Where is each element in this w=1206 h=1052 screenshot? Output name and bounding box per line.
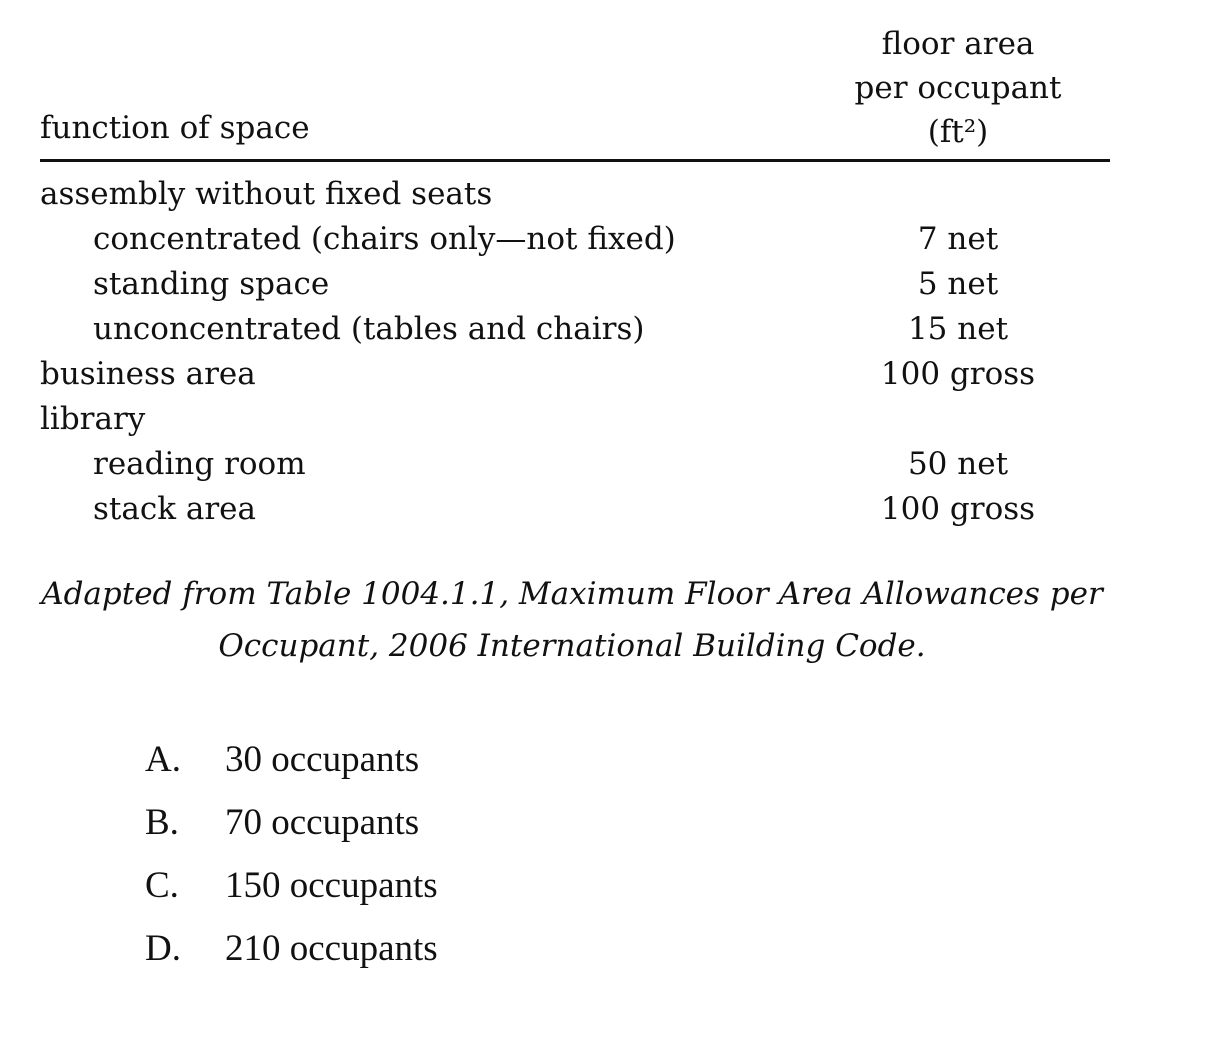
choice-b[interactable] <box>145 801 419 844</box>
header-rule <box>40 159 1110 162</box>
area-header-line-3: (ft²) <box>927 114 989 150</box>
choice-letter: C. <box>145 865 179 906</box>
table-caption <box>0 568 1144 672</box>
row-label: business area <box>40 356 256 392</box>
choice-letter: A. <box>145 739 181 780</box>
row-label: unconcentrated (tables and chairs) <box>93 311 645 347</box>
row-value: 100 gross <box>880 356 1036 392</box>
function-header: function of space <box>40 110 310 146</box>
row-label: reading room <box>93 446 306 482</box>
row-label: library <box>40 401 146 437</box>
choice-d[interactable] <box>145 927 438 970</box>
row-value: 5 net <box>917 266 999 302</box>
choice-c[interactable] <box>145 864 438 907</box>
choice-text: 150 occupants <box>225 865 438 906</box>
choice-text: 30 occupants <box>225 739 420 780</box>
choice-letter: B. <box>145 802 179 843</box>
row-label: assembly without fixed seats <box>40 176 493 212</box>
row-value: 100 gross <box>880 491 1036 527</box>
row-value: 15 net <box>907 311 1009 347</box>
choice-text: 70 occupants <box>225 802 420 843</box>
choice-a[interactable] <box>145 738 419 781</box>
row-label: standing space <box>93 266 330 302</box>
area-header-line-2: per occupant <box>854 70 1062 106</box>
choice-text: 210 occupants <box>225 928 438 969</box>
caption-line-2: Occupant, 2006 International Building Code. <box>218 628 926 664</box>
choice-letter: D. <box>145 928 181 969</box>
row-label: concentrated (chairs only—not fixed) <box>93 221 676 257</box>
row-label: stack area <box>93 491 256 527</box>
caption-line-1: Adapted from Table 1004.1.1, Maximum Floor Area Allowances per <box>41 576 1103 612</box>
row-value: 7 net <box>917 221 999 257</box>
area-header-line-1: floor area <box>881 26 1035 62</box>
row-value: 50 net <box>907 446 1009 482</box>
